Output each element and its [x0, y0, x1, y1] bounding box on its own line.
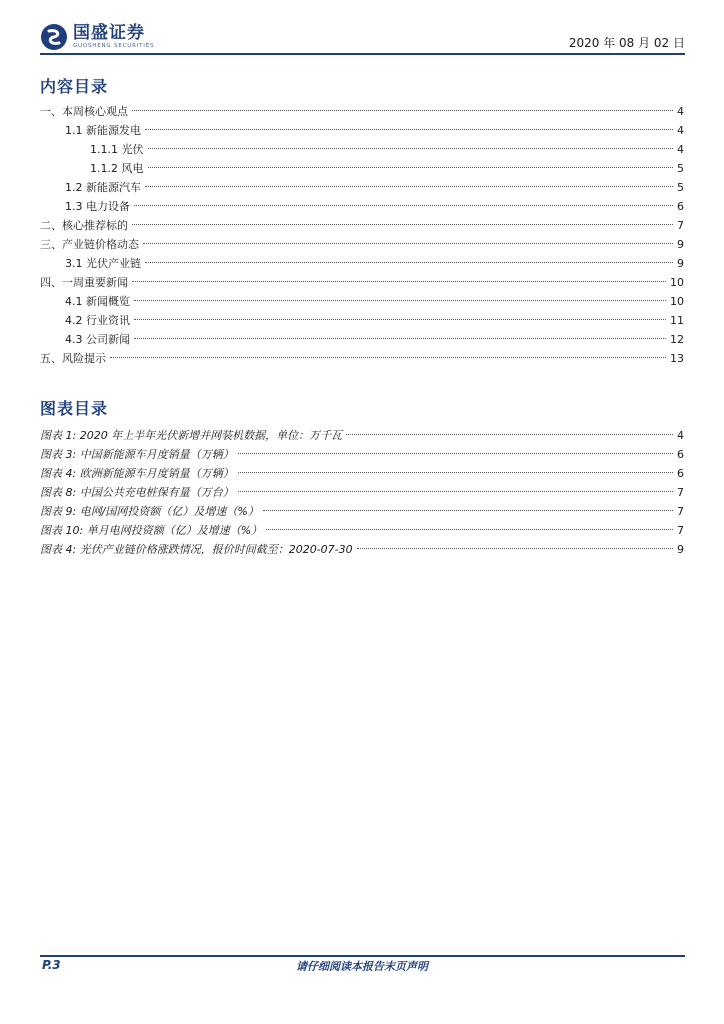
toc-leader — [134, 319, 666, 320]
toc-entry[interactable] — [90, 141, 684, 159]
toc-entry-page: 10 — [670, 295, 684, 308]
toc-entry[interactable] — [65, 255, 684, 273]
page-number: P.3 — [42, 958, 61, 972]
figure-entry-label: 图表 10: 单月电网投资额（亿）及增速（%） — [40, 524, 263, 537]
toc-entry-page: 9 — [677, 238, 684, 251]
toc-entry[interactable] — [40, 236, 684, 254]
toc-leader — [148, 167, 674, 168]
toc-leader — [148, 148, 674, 149]
footer-divider — [40, 955, 685, 957]
figure-leader — [238, 491, 673, 492]
toc-entry-page: 5 — [677, 162, 684, 175]
figure-entry-label: 图表 4: 光伏产业链价格涨跌情况，报价时间截至：2020-07-30 — [40, 543, 353, 556]
toc-entry[interactable] — [90, 160, 684, 178]
figure-entry-label: 图表 9: 电网/国网投资额（亿）及增速（%） — [40, 505, 259, 518]
toc-entry-page: 7 — [677, 219, 684, 232]
page-header — [40, 20, 685, 54]
figure-entry-page: 6 — [677, 467, 684, 480]
figure-entry-page: 9 — [677, 543, 684, 556]
toc-leader — [132, 110, 673, 111]
toc-entry-page: 13 — [670, 352, 684, 365]
toc-entry-page: 11 — [670, 314, 684, 327]
toc-entry[interactable] — [65, 179, 684, 197]
toc-leader — [110, 357, 666, 358]
figure-entry[interactable] — [40, 484, 684, 502]
company-logo — [40, 22, 154, 52]
figure-leader — [263, 510, 673, 511]
figure-leader — [238, 453, 673, 454]
toc-leader — [143, 243, 673, 244]
toc-leader — [132, 281, 666, 282]
toc-entry-label: 四、一周重要新闻 — [40, 276, 128, 289]
toc-leader — [145, 262, 673, 263]
toc-leader — [134, 338, 666, 339]
toc-leader — [145, 186, 673, 187]
figure-entry[interactable] — [40, 522, 684, 540]
figure-entry[interactable] — [40, 446, 684, 464]
logo-text-cn: 国盛证券 — [73, 22, 145, 43]
figure-entry-page: 7 — [677, 486, 684, 499]
logo-text-en: GUOSHENG SECURITIES — [73, 42, 155, 49]
toc-entry-page: 4 — [677, 105, 684, 118]
toc-title: 内容目录 — [40, 77, 109, 96]
toc-entry-label: 一、本周核心观点 — [40, 105, 128, 118]
figure-entry-label: 图表 3: 中国新能源车月度销量（万辆） — [40, 448, 234, 461]
toc-entry-label: 三、产业链价格动态 — [40, 238, 139, 251]
toc-entry-page: 10 — [670, 276, 684, 289]
figures-title: 图表目录 — [40, 399, 109, 418]
figure-entry-page: 7 — [677, 524, 684, 537]
toc-entry-label: 1.2 新能源汽车 — [65, 181, 141, 194]
figure-entry-page: 7 — [677, 505, 684, 518]
toc-entry[interactable] — [40, 274, 684, 292]
toc-entry[interactable] — [65, 293, 684, 311]
toc-leader — [134, 205, 673, 206]
figures-list — [40, 427, 684, 563]
toc-entry-label: 二、核心推荐标的 — [40, 219, 128, 232]
figure-leader — [357, 548, 673, 549]
toc-entry-label: 3.1 光伏产业链 — [65, 257, 141, 270]
toc-leader — [134, 300, 666, 301]
toc-entry[interactable] — [65, 312, 684, 330]
footer-disclaimer: 请仔细阅读本报告末页声明 — [296, 960, 428, 973]
header-divider — [40, 53, 685, 55]
toc-entry[interactable] — [65, 198, 684, 216]
figure-entry-label: 图表 1: 2020 年上半年光伏新增并网装机数据，单位：万千瓦 — [40, 429, 343, 442]
figure-entry[interactable] — [40, 503, 684, 521]
toc-entry-label: 五、风险提示 — [40, 352, 106, 365]
figure-entry-label: 图表 8: 中国公共充电桩保有量（万台） — [40, 486, 234, 499]
toc-entry[interactable] — [40, 217, 684, 235]
figure-entry-label: 图表 4: 欧洲新能源车月度销量（万辆） — [40, 467, 234, 480]
figure-entry-page: 4 — [677, 429, 684, 442]
company-logo-icon — [40, 23, 68, 51]
toc-entry-page: 4 — [677, 143, 684, 156]
toc-entry[interactable] — [40, 350, 684, 368]
toc-entry-label: 4.3 公司新闻 — [65, 333, 130, 346]
figure-entry-page: 6 — [677, 448, 684, 461]
toc-entry[interactable] — [65, 122, 684, 140]
figure-entry[interactable] — [40, 465, 684, 483]
toc-leader — [145, 129, 673, 130]
toc-entry[interactable] — [40, 103, 684, 121]
toc-entry-label: 4.1 新闻概览 — [65, 295, 130, 308]
figure-leader — [346, 434, 673, 435]
toc-entry-page: 12 — [670, 333, 684, 346]
toc-entry-page: 6 — [677, 200, 684, 213]
toc-entry-label: 1.1.1 光伏 — [90, 143, 144, 156]
figure-leader — [266, 529, 673, 530]
toc-list — [40, 103, 684, 369]
toc-entry-page: 4 — [677, 124, 684, 137]
figure-entry[interactable] — [40, 541, 684, 559]
toc-entry-label: 1.3 电力设备 — [65, 200, 130, 213]
toc-entry-label: 1.1.2 风电 — [90, 162, 144, 175]
toc-entry-page: 5 — [677, 181, 684, 194]
figure-leader — [238, 472, 673, 473]
report-date: 2020 年 08 月 02 日 — [568, 36, 685, 50]
toc-entry-label: 1.1 新能源发电 — [65, 124, 141, 137]
toc-entry[interactable] — [65, 331, 684, 349]
toc-entry-label: 4.2 行业资讯 — [65, 314, 130, 327]
figure-entry[interactable] — [40, 427, 684, 445]
toc-entry-page: 9 — [677, 257, 684, 270]
toc-leader — [132, 224, 673, 225]
